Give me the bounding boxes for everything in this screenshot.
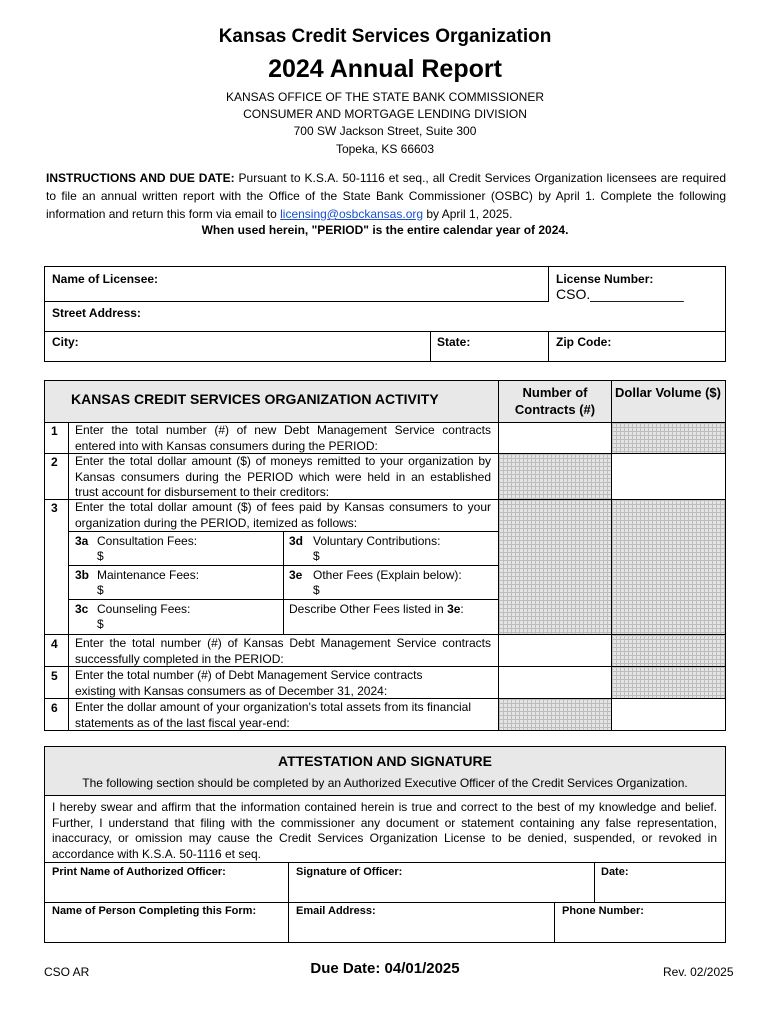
row1-contracts-input[interactable]: [499, 423, 611, 453]
contracts-column-header: Number of Contracts (#): [514, 385, 596, 417]
fee-code: 3d: [289, 534, 304, 548]
email-address-label: Email Address:: [296, 905, 376, 917]
instructions: [46, 169, 726, 223]
signature-label: Signature of Officer:: [296, 866, 403, 878]
row5-contracts-input[interactable]: [499, 667, 611, 698]
row-description: Enter the total dollar amount ($) of fees paid by Kansas consumers to your organization during the PERIOD, itemized as follows:: [75, 500, 491, 530]
officer-name-label: Print Name of Authorized Officer:: [52, 866, 226, 878]
phone-number-label: Phone Number:: [562, 905, 644, 917]
voluntary-contributions-input[interactable]: $: [313, 549, 320, 563]
fee-code: 3e: [289, 568, 303, 582]
row-number: 2: [51, 455, 58, 469]
row6-dollar-input[interactable]: [612, 699, 725, 730]
date-label: Date:: [601, 866, 629, 878]
phone-field[interactable]: [562, 918, 722, 940]
describe-other-fees-label[interactable]: Describe Other Fees listed in 3e:: [289, 602, 464, 616]
maintenance-fees-label: Maintenance Fees:: [97, 568, 200, 582]
date-field[interactable]: [601, 878, 721, 900]
period-note: When used herein, "PERIOD" is the entire calendar year of 2024.: [201, 223, 569, 237]
preparer-name-label: Name of Person Completing this Form:: [52, 905, 257, 917]
fee-code: 3c: [75, 602, 89, 616]
row4-contracts-input[interactable]: [499, 635, 611, 666]
agency-line-1: KANSAS OFFICE OF THE STATE BANK COMMISSIONER: [225, 90, 545, 104]
form-title: Kansas Credit Services Organization: [218, 26, 552, 47]
licensing-email-link[interactable]: licensing@osbckansas.org: [280, 207, 424, 221]
attestation-heading: ATTESTATION AND SIGNATURE: [278, 753, 492, 769]
maintenance-fees-input[interactable]: $: [97, 583, 104, 597]
attestation-subheading: The following section should be completed by an Authorized Executive Officer of the Credit Services Organization.: [82, 776, 688, 790]
instructions-label: INSTRUCTIONS AND DUE DATE:: [46, 171, 235, 185]
row-description: Enter the total number (#) of Kansas Debt Management Service contracts successfully completed in the PERIOD:: [75, 636, 491, 666]
consultation-fees-label: Consultation Fees:: [97, 534, 198, 548]
instructions-text-1: Pursuant to K.S.A. 50-1116 et seq., all Credit Services Organization licensees are required to file an annual written report with the Office of the State Bank Commissioner (OSBC) by April 1. Complete the following information and return this form via email to: [46, 171, 726, 221]
dollar-column-header: Dollar Volume ($): [615, 385, 721, 400]
licensee-name-label: Name of Licensee:: [52, 272, 159, 286]
preparer-name-field[interactable]: [52, 918, 284, 940]
other-fees-label: Other Fees (Explain below):: [313, 568, 462, 582]
due-date: Due Date: 04/01/2025: [310, 960, 460, 977]
zip-code-label: Zip Code:: [556, 335, 612, 349]
voluntary-contributions-label: Voluntary Contributions:: [313, 534, 441, 548]
other-fees-input[interactable]: $: [313, 583, 320, 597]
form-id: CSO AR: [44, 965, 90, 979]
fee-code: 3a: [75, 534, 89, 548]
signature-field[interactable]: [296, 878, 590, 900]
row-number: 6: [51, 701, 58, 715]
officer-name-field[interactable]: [52, 878, 284, 900]
row-number: 3: [51, 501, 58, 515]
row-number: 4: [51, 637, 58, 651]
consultation-fees-input[interactable]: $: [97, 549, 104, 563]
email-field[interactable]: [296, 918, 550, 940]
state-label: State:: [437, 335, 471, 349]
row-description: Enter the total dollar amount ($) of moneys remitted to your organization by Kansas consumers during the PERIOD which were held in an established trust account for disbursement to their creditors:: [75, 454, 491, 499]
counseling-fees-label: Counseling Fees:: [97, 602, 191, 616]
row-number: 5: [51, 669, 58, 683]
row-description: Enter the total number (#) of Debt Management Service contracts existing with Kansas consumers as of December 31, 2024:: [75, 668, 423, 698]
address-line-1: 700 SW Jackson Street, Suite 300: [293, 124, 477, 138]
license-number-label: License Number:: [556, 272, 654, 286]
row2-dollar-input[interactable]: [612, 454, 725, 499]
activity-heading: KANSAS CREDIT SERVICES ORGANIZATION ACTIVITY: [71, 391, 439, 407]
license-number-field[interactable]: CSO.____________: [556, 286, 684, 302]
report-title: 2024 Annual Report: [268, 55, 502, 83]
fee-code: 3b: [75, 568, 90, 582]
address-line-2: Topeka, KS 66603: [335, 142, 435, 156]
agency-line-2: CONSUMER AND MORTGAGE LENDING DIVISION: [243, 107, 527, 121]
row-description: Enter the total number (#) of new Debt Management Service contracts entered into with Kansas consumers during the PERIOD:: [75, 423, 491, 453]
revision: Rev. 02/2025: [663, 965, 734, 979]
row-number: 1: [51, 424, 58, 438]
attestation-statement: I hereby swear and affirm that the information contained herein is true and correct to the best of my knowledge and belief. Further, I understand that filing with the commissioner any document or statement containing any false representation, inaccuracy, or omission may cause the Credit Services Organization License to be denied, suspended, or revoked in accordance with K.S.A. 50-1116 et seq.: [52, 800, 717, 861]
street-address-label: Street Address:: [52, 306, 141, 320]
instructions-text-2: by April 1, 2025.: [423, 207, 513, 221]
city-label: City:: [52, 335, 79, 349]
counseling-fees-input[interactable]: $: [97, 617, 104, 631]
row-description: Enter the dollar amount of your organization's total assets from its financial statements as of the last fiscal year-end:: [75, 700, 471, 730]
